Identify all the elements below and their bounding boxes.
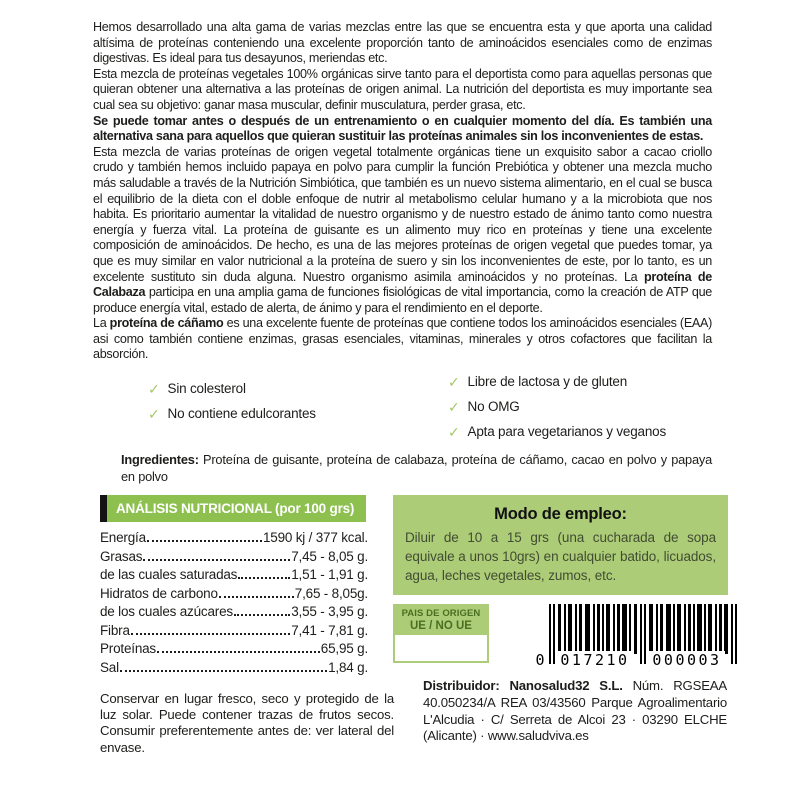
- dot-leader: [120, 670, 327, 672]
- distributor-details: Núm. RGSEAA 40.050234/A REA 03/43560 Parque Agroalimentario L'Alcudia · C/ Serreta de Alcoi 23 · 03290 ELCHE (Alicante) · www.saludviva.es: [423, 678, 727, 744]
- nutrient-value: 1590 kj / 377 kcal.: [262, 530, 368, 546]
- origin-box: [393, 604, 489, 666]
- dot-leader: [147, 540, 262, 542]
- paragraph-2: Esta mezcla de proteínas vegetales 100% orgánicas sirve tanto para el deportista como para aquellas personas que quieran obtener una alternativa a las proteínas de origen animal. La nutrición del deportista es muy importante sea cual sea su objetivo: ganar masa muscular, definir musculatura, perder grasa, etc.: [93, 66, 712, 112]
- pumpkin-protein-bold: proteína de Calabaza: [93, 269, 712, 300]
- nutrient-value: 1,84 g.: [328, 659, 368, 675]
- feature-label: Sin colesterol: [167, 381, 246, 397]
- check-icon: ✓: [148, 381, 160, 398]
- nutrient-value: 7,65 - 8,05g.: [294, 585, 368, 601]
- barcode: [535, 604, 739, 670]
- table-row: [100, 585, 368, 604]
- table-row: [100, 529, 368, 548]
- nutrient-value: 7,41 - 7,81 g.: [291, 622, 368, 638]
- table-row: [100, 566, 368, 585]
- distributor-info: [423, 678, 727, 745]
- nutrient-label: Grasas: [100, 548, 143, 564]
- nutrient-label: de los cuales azúcares: [100, 604, 233, 620]
- origin-blank-field: [393, 635, 489, 663]
- dot-leader: [131, 633, 290, 635]
- check-icon: ✓: [448, 399, 460, 416]
- table-row: [100, 622, 368, 641]
- dot-leader: [143, 559, 290, 561]
- nutrient-label: Fibra: [100, 622, 130, 638]
- list-item: [448, 369, 712, 394]
- hemp-protein-bold: proteína de cáñamo: [109, 316, 224, 331]
- feature-label: Libre de lactosa y de gluten: [467, 374, 628, 390]
- nutrient-value: 7,45 - 8,05 g.: [291, 548, 368, 564]
- origin-value: UE / NO UE: [410, 620, 472, 633]
- barcode-left-digits: 017210: [557, 651, 633, 669]
- nutrition-header: ANÁLISIS NUTRICIONAL (por 100 grs): [100, 495, 366, 522]
- dot-leader: [219, 596, 294, 598]
- feature-checklist: [93, 369, 712, 444]
- storage-note: Conservar en lugar fresco, seco y protegido de la luz solar. Puede contener trazas de frutos secos. Consumir preferentemente antes de: ver lateral del envase.: [100, 691, 394, 755]
- intro-text: [93, 20, 712, 363]
- table-row: [100, 603, 368, 622]
- nutrient-value: 3,55 - 3,95 g.: [291, 604, 368, 620]
- dot-leader: [238, 577, 290, 579]
- list-item: [148, 376, 448, 401]
- bottom-section: [93, 495, 727, 769]
- nutrient-label: Sal: [100, 659, 119, 675]
- table-row: [100, 659, 368, 678]
- origin-barcode-row: [393, 604, 728, 670]
- checklist-right-column: [448, 369, 712, 444]
- right-column: [393, 495, 728, 769]
- nutrient-value: 65,95 g.: [320, 641, 368, 657]
- distributor-name: Nanosalud32 S.L.: [499, 678, 633, 694]
- check-icon: ✓: [448, 374, 460, 391]
- nutrient-value: 1,51 - 1,91 g.: [291, 567, 368, 583]
- ingredients-text: Proteína de guisante, proteína de calabaza, proteína de cáñamo, cacao en polvo y papaya en polvo: [121, 452, 712, 484]
- usage-title: Modo de empleo:: [494, 505, 627, 524]
- feature-label: No OMG: [467, 399, 520, 415]
- nutrition-table: [100, 529, 368, 677]
- paragraph-4: [93, 145, 712, 317]
- nutrient-label: Energía: [100, 530, 146, 546]
- nutrient-label: Proteínas: [100, 641, 156, 657]
- paragraph-5-text-end: es una excelente fuente de proteínas que contiene todos los aminoácidos esenciales (EAA) asi como también contiene enzimas, grasas esenciales, vitaminas, minerales y otros cofactores que facilitan la absorción.: [93, 316, 713, 362]
- feature-label: No contiene edulcorantes: [167, 406, 316, 422]
- usage-body: Diluir de 10 a 15 grs (una cucharada de sopa equivale a unos 10grs) en cualquier batido, licuados, agua, leches vegetales, zumos, etc.: [405, 530, 716, 584]
- nutrient-label: de las cuales saturadas: [100, 567, 238, 583]
- check-icon: ✓: [448, 424, 460, 441]
- dot-leader: [157, 651, 320, 653]
- feature-label: Apta para vegetarianos y veganos: [467, 424, 667, 440]
- paragraph-4-text: Esta mezcla de varias proteínas de origen vegetal totalmente orgánicas tiene un exquisito sabor a cacao criollo crudo y también hemos incluido papaya en polvo para cumplir la función Prebiótica y obtener una mezcla mucho más saludable a través de la Nutrición Simbiótica, que también es un nuevo sistema alimentario, en el cual se busca el equilibrio de la dieta con el doble enfoque de nutrir al metabolismo celular humano y a la microbiota que nos habita. Es prioritario aumentar la vitalidad de nuestro organismo y de nuestro estado de ánimo tanto como nuestra energía y fuerza vital. La proteína de guisante es un alimento muy rico en proteínas y tiene una excelente composición de aminoácidos. De hecho, es una de las mejores proteínas de origen vegetal que puedes tomar, ya que es muy similar en valor nutricional a la proteína de suero y sin los inconvenientes de este, por lo tanto, es un excelente sustituto sin duda alguna. Nuestro organismo asimila aminoácidos y no proteínas. La: [93, 144, 712, 284]
- nutrition-column: [100, 495, 394, 769]
- checklist-left-column: [148, 369, 448, 444]
- nutrient-label: Hidratos de carbono: [100, 585, 218, 601]
- ingredients-line: [93, 452, 712, 485]
- list-item: [448, 419, 712, 444]
- ingredients-label: Ingredientes:: [121, 452, 199, 468]
- barcode-lead-digit: 0: [535, 651, 545, 670]
- distributor-label: Distribuidor:: [423, 678, 500, 694]
- paragraph-5-text: La: [93, 316, 110, 331]
- table-row: [100, 640, 368, 659]
- paragraph-1: Hemos desarrollado una alta gama de varias mezclas entre las que se encuentra esta y que aporta una calidad altísima de proteínas conteniendo una excelente proporción tanto de aminoácidos esenciales como de enzimas digestivas. Es ideal para tus desayunos, meriendas etc.: [93, 20, 712, 66]
- paragraph-5: [93, 316, 712, 363]
- list-item: [448, 394, 712, 419]
- dot-leader: [234, 614, 290, 616]
- barcode-right-digits: 000003: [649, 651, 725, 669]
- paragraph-4-text-end: participa en una amplia gama de funciones fisiológicas de vital importancia, como la creación de ATP que produce energía vital, estado de alerta, de ánimo y para el rendimiento en el deporte.: [93, 285, 712, 315]
- table-row: [100, 548, 368, 567]
- paragraph-3-bold: Se puede tomar antes o después de un entrenamiento o en cualquier momento del día. Es también una alternativa sana para aquellos que quieran sustituir las proteínas animales sin los inconvenientes de estas.: [93, 113, 712, 144]
- list-item: [148, 401, 448, 426]
- check-icon: ✓: [148, 406, 160, 423]
- origin-header: [393, 604, 489, 635]
- origin-title: PAIS DE ORIGEN: [401, 608, 481, 620]
- usage-box: [393, 495, 728, 595]
